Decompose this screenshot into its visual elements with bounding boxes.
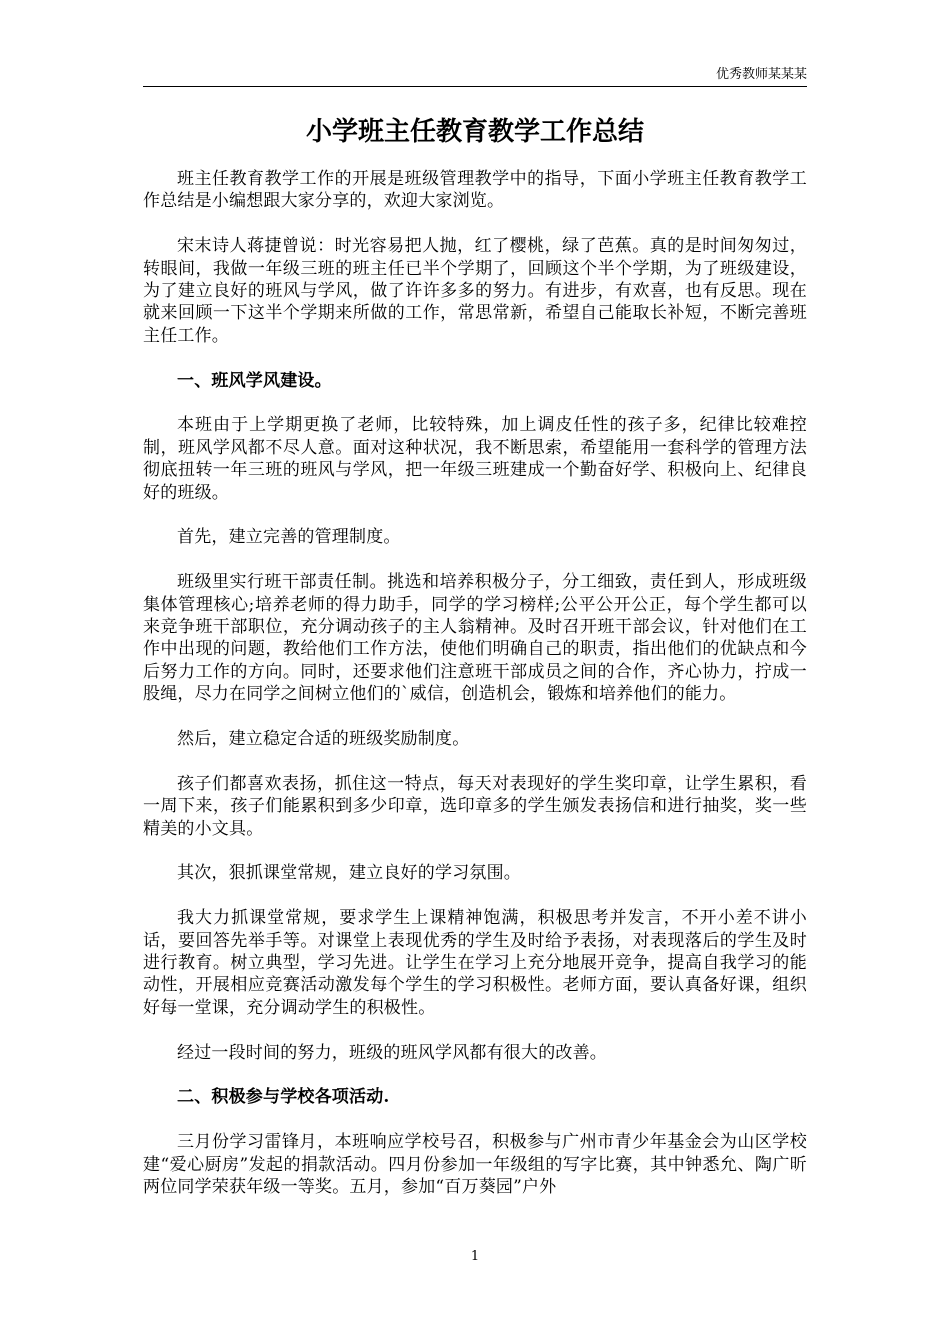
section-heading: 一、班风学风建设。 [177,370,332,391]
page-header [143,66,807,87]
header-author: 优秀教师某某某 [715,67,807,82]
section-heading: 二、积极参与学校各项活动. [177,1087,390,1108]
paragraph: 班级里实行班干部责任制。挑选和培养积极分子，分工细致，责任到人，形成班级集体管理核心;培养老师的得力助手，同学的学习榜样;公平公开公正，每个学生都可以来竞争班干部职位，充分调动孩子的主人翁精神。及时召开班干部会议，针对他们在工作中出现的问题，教给他们工作方法，使他们明确自己的职责，指出他们的优缺点和今后努力工作的方向。同时，还要求他们注意班干部成员之间的合作，齐心协力，拧成一股绳，尽力在同学之间树立他们的`威信，创造机会，锻炼和培养他们的能力。 [143,572,807,705]
paragraph: 班主任教育教学工作的开展是班级管理教学中的指导，下面小学班主任教育教学工作总结是小编想跟大家分享的，欢迎大家浏览。 [143,169,807,212]
paragraph: 孩子们都喜欢表扬，抓住这一特点，每天对表现好的学生奖印章，让学生累积，看一周下来，孩子们能累积到多少印章，选印章多的学生颁发表扬信和进行抽奖，奖一些精美的小文具。 [143,773,807,839]
document-body [143,112,807,1199]
paragraph: 其次，狠抓课堂常规，建立良好的学习氛围。 [177,863,521,884]
paragraph: 我大力抓课堂常规，要求学生上课精神饱满，积极思考并发言，不开小差不讲小话，要回答先举手等。对课堂上表现优秀的学生及时给予表扬，对表现落后的学生及时进行教育。树立典型，学习先进。让学生在学习上充分地展开竞争，提高自我学习的能动性，开展相应竞赛活动激发每个学生的学习积极性。老师方面，要认真备好课，组织好每一堂课，充分调动学生的积极性。 [143,908,807,1018]
paragraph: 宋末诗人蒋捷曾说：时光容易把人抛，红了樱桃，绿了芭蕉。真的是时间匆匆过，转眼间，我做一年级三班的班主任已半个学期了，回顾这个半个学期，为了班级建设，为了建立良好的班风与学风，做了许许多多的努力。有进步，有欢喜，也有反思。现在就来回顾一下这半个学期来所做的工作，常思常新，希望自己能取长补短，不断完善班主任工作。 [143,236,807,346]
page-footer [0,1248,950,1266]
page-number: 1 [470,1249,480,1264]
paragraph: 然后，建立稳定合适的班级奖励制度。 [177,729,470,750]
document-title: 小学班主任教育教学工作总结 [305,117,644,147]
paragraph: 三月份学习雷锋月，本班响应学校号召，积极参与广州市青少年基金会为山区学校建“爱心厨房”发起的捐款活动。四月份参加一年级组的写字比赛，其中钟悉允、陶广昕两位同学荣获年级一等奖。五月，参加“百万葵园”户外 [143,1132,807,1198]
paragraph: 首先，建立完善的管理制度。 [177,527,401,548]
paragraph: 本班由于上学期更换了老师，比较特殊，加上调皮任性的孩子多，纪律比较难控制，班风学风都不尽人意。面对这种状况，我不断思索，希望能用一套科学的管理方法彻底扭转一年三班的班风与学风，把一年级三班建成一个勤奋好学、积极向上、纪律良好的班级。 [143,415,807,503]
paragraph: 经过一段时间的努力，班级的班风学风都有很大的改善。 [177,1042,607,1063]
